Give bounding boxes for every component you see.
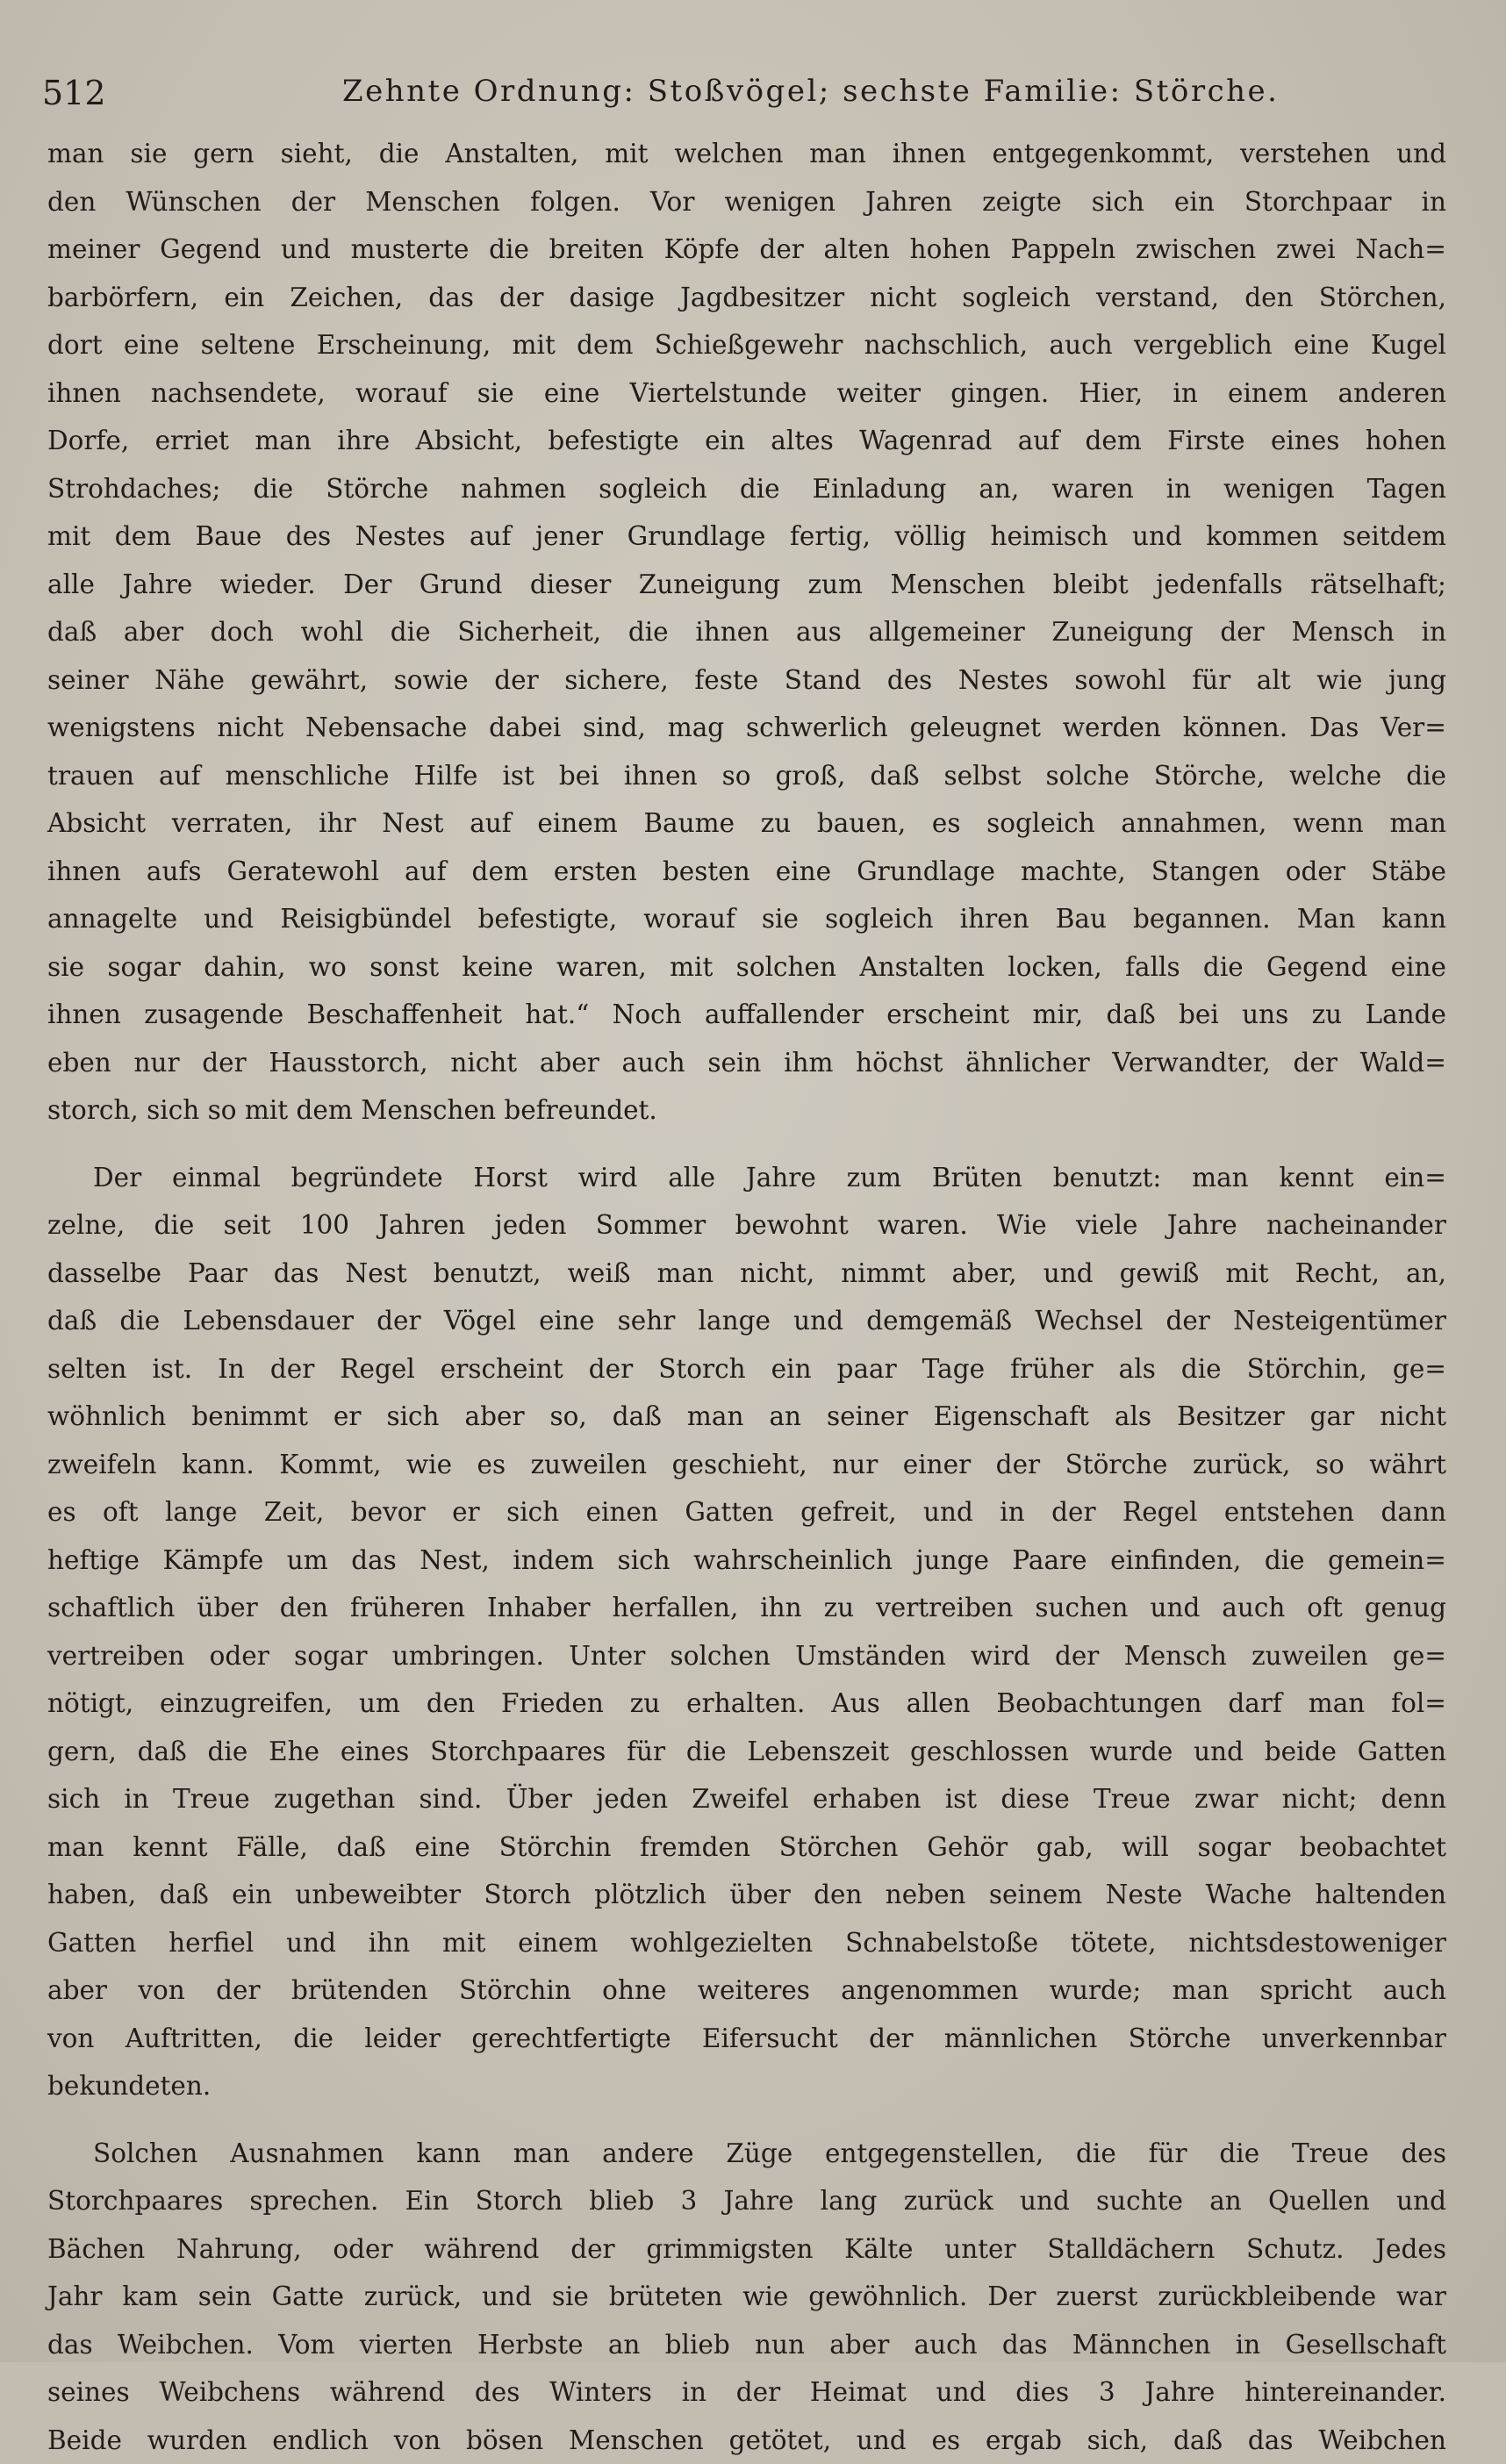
paragraph-gap (47, 2110, 1446, 2130)
text-line: Solchen Ausnahmen kann man andere Züge entgegenstellen, die für die Treue des (47, 2130, 1446, 2178)
text-line: trauen auf menschliche Hilfe ist bei ihnen so groß, daß selbst solche Störche, welche die (47, 752, 1446, 800)
text-line: Absicht verraten, ihr Nest auf einem Baume zu bauen, es sogleich annahmen, wenn man (47, 799, 1446, 848)
text-line: von Auftritten, die leider gerechtfertigte Eifersucht der männlichen Störche unverkennbar (47, 2015, 1446, 2063)
text-line: gern, daß die Ehe eines Storchpaares für die Lebenszeit geschlossen wurde und beide Gatten (47, 1728, 1446, 1776)
text-line: eben nur der Hausstorch, nicht aber auch sein ihm höchst ähnlicher Verwandter, der Wald= (47, 1039, 1446, 1087)
body-text (47, 130, 1446, 2464)
text-line: mit dem Baue des Nestes auf jener Grundlage fertig, völlig heimisch und kommen seitdem (47, 512, 1446, 561)
text-line: selten ist. In der Regel erscheint der Storch ein paar Tage früher als die Störchin, ge= (47, 1345, 1446, 1393)
page-number: 512 (42, 74, 106, 112)
text-line: Storchpaares sprechen. Ein Storch blieb 3 Jahre lang zurück und suchte an Quellen und (47, 2177, 1446, 2225)
text-line: den Wünschen der Menschen folgen. Vor wenigen Jahren zeigte sich ein Storchpaar in (47, 178, 1446, 226)
text-line: Gatten herfiel und ihn mit einem wohlgezielten Schnabelstoße tötete, nichtsdestoweniger (47, 1919, 1446, 1967)
text-line: Dorfe, erriet man ihre Absicht, befestigte ein altes Wagenrad auf dem Firste eines hohen (47, 417, 1446, 465)
text-line: Bächen Nahrung, oder während der grimmigsten Kälte unter Stalldächern Schutz. Jedes (47, 2225, 1446, 2274)
text-line: meiner Gegend und musterte die breiten Köpfe der alten hohen Pappeln zwischen zwei Nach= (47, 226, 1446, 274)
paragraph-gap (47, 1135, 1446, 1154)
text-line: es oft lange Zeit, bevor er sich einen Gatten gefreit, und in der Regel entstehen dann (47, 1488, 1446, 1536)
text-line: seines Weibchens während des Winters in der Heimat und dies 3 Jahre hintereinander. (47, 2368, 1446, 2417)
text-line: das Weibchen. Vom vierten Herbste an blieb nun aber auch das Männchen in Gesellschaft (47, 2321, 1446, 2369)
text-line: ihnen aufs Geratewohl auf dem ersten besten eine Grundlage machte, Stangen oder Stäbe (47, 848, 1446, 896)
text-line: annagelte und Reisigbündel befestigte, worauf sie sogleich ihren Bau begannen. Man kann (47, 895, 1446, 943)
text-line: Beide wurden endlich von bösen Menschen getötet, und es ergab sich, daß das Weibchen (47, 2417, 1446, 2464)
text-line: vertreiben oder sogar umbringen. Unter solchen Umständen wird der Mensch zuweilen ge= (47, 1632, 1446, 1680)
text-line: ihnen nachsendete, worauf sie eine Viertelstunde weiter gingen. Hier, in einem anderen (47, 369, 1446, 418)
text-line: seiner Nähe gewährt, sowie der sichere, feste Stand des Nestes sowohl für alt wie jung (47, 656, 1446, 705)
paragraph (47, 1154, 1446, 2110)
text-line: barbörfern, ein Zeichen, das der dasige Jagdbesitzer nicht sogleich verstand, den Störchen, (47, 274, 1446, 322)
running-head: Zehnte Ordnung: Stoßvögel; sechste Familie: Störche. (342, 74, 1279, 109)
text-line: sich in Treue zugethan sind. Über jeden Zweifel erhaben ist diese Treue zwar nicht; denn (47, 1775, 1446, 1823)
text-line: bekundeten. (47, 2062, 1446, 2110)
text-line: daß aber doch wohl die Sicherheit, die ihnen aus allgemeiner Zuneigung der Mensch in (47, 608, 1446, 656)
text-line: aber von der brütenden Störchin ohne weiteres angenommen wurde; man spricht auch (47, 1966, 1446, 2015)
text-line: Strohdaches; die Störche nahmen sogleich die Einladung an, waren in wenigen Tagen (47, 465, 1446, 513)
text-line: sie sogar dahin, wo sonst keine waren, mit solchen Anstalten locken, falls die Gegend eine (47, 943, 1446, 992)
text-line: storch, sich so mit dem Menschen befreundet. (47, 1086, 1446, 1135)
text-line: Jahr kam sein Gatte zurück, und sie brüteten wie gewöhnlich. Der zuerst zurückbleibende war (47, 2273, 1446, 2321)
text-line: dort eine seltene Erscheinung, mit dem Schießgewehr nachschlich, auch vergeblich eine Kugel (47, 321, 1446, 369)
text-line: nötigt, einzugreifen, um den Frieden zu erhalten. Aus allen Beobachtungen darf man fol= (47, 1680, 1446, 1728)
text-line: zweifeln kann. Kommt, wie es zuweilen geschieht, nur einer der Störche zurück, so währt (47, 1441, 1446, 1489)
text-line: schaftlich über den früheren Inhaber herfallen, ihn zu vertreiben suchen und auch oft genug (47, 1584, 1446, 1632)
text-line: wöhnlich benimmt er sich aber so, daß man an seiner Eigenschaft als Besitzer gar nicht (47, 1393, 1446, 1441)
paragraph (47, 130, 1446, 1135)
text-line: dasselbe Paar das Nest benutzt, weiß man nicht, nimmt aber, und gewiß mit Recht, an, (47, 1250, 1446, 1298)
paragraph (47, 2130, 1446, 2464)
text-line: man kennt Fälle, daß eine Störchin fremden Störchen Gehör gab, will sogar beobachtet (47, 1823, 1446, 1872)
text-line: daß die Lebensdauer der Vögel eine sehr lange und demgemäß Wechsel der Nesteigentümer (47, 1297, 1446, 1345)
text-line: ihnen zusagende Beschaffenheit hat.“ Noch auffallender erscheint mir, daß bei uns zu Lande (47, 991, 1446, 1039)
text-line: heftige Kämpfe um das Nest, indem sich wahrscheinlich junge Paare einfinden, die gemein= (47, 1536, 1446, 1585)
text-line: alle Jahre wieder. Der Grund dieser Zuneigung zum Menschen bleibt jedenfalls rätselhaft; (47, 561, 1446, 609)
text-line: man sie gern sieht, die Anstalten, mit welchen man ihnen entgegenkommt, verstehen und (47, 130, 1446, 178)
text-line: haben, daß ein unbeweibter Storch plötzlich über den neben seinem Neste Wache haltenden (47, 1871, 1446, 1919)
text-line: zelne, die seit 100 Jahren jeden Sommer bewohnt waren. Wie viele Jahre nacheinander (47, 1201, 1446, 1250)
text-line: wenigstens nicht Nebensache dabei sind, mag schwerlich geleugnet werden können. Das Ver= (47, 704, 1446, 752)
page-header (42, 70, 1429, 119)
text-line: Der einmal begründete Horst wird alle Jahre zum Brüten benutzt: man kennt ein= (47, 1154, 1446, 1202)
